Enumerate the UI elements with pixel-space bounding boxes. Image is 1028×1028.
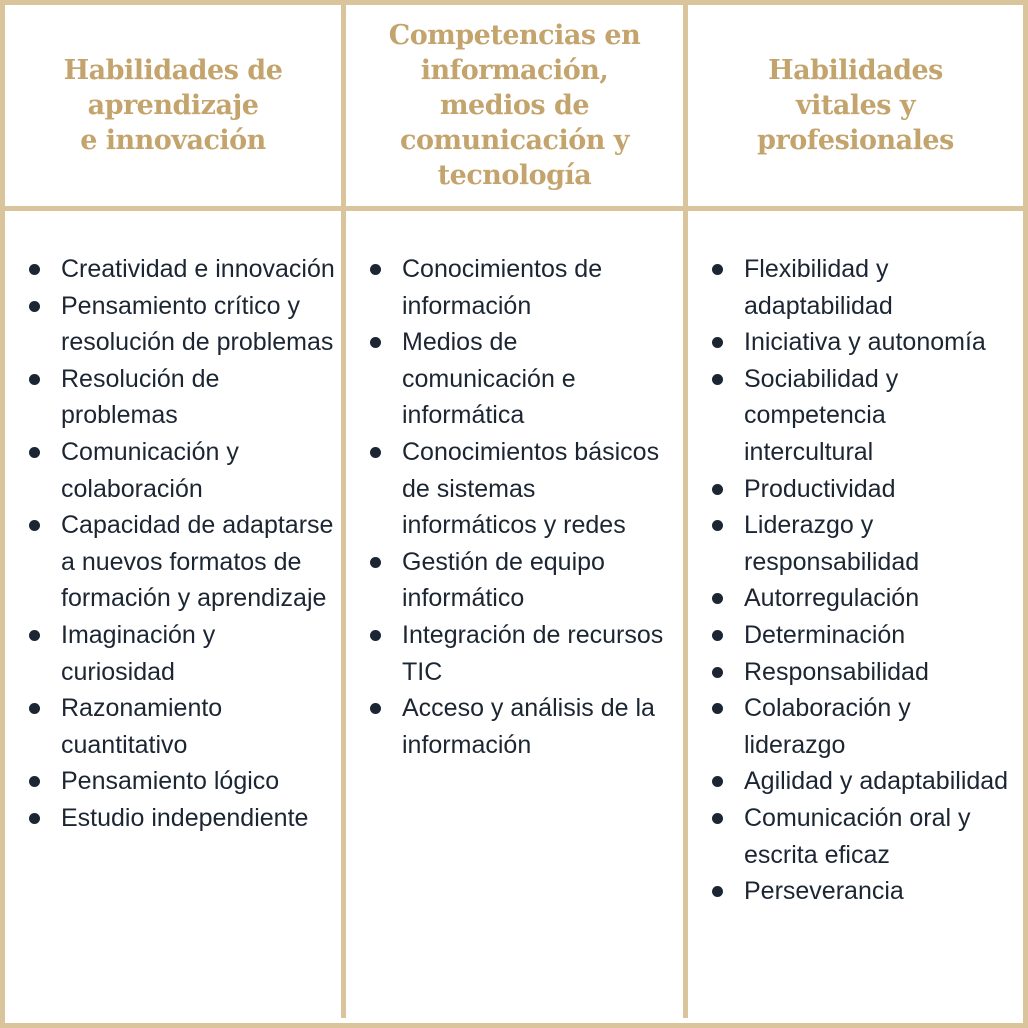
list-item: Sociabilidad y competencia intercultural (708, 361, 1023, 471)
column-header-life-skills (688, 5, 1023, 211)
column-header-life-skills-title (757, 53, 954, 158)
list-item: Acceso y análisis de la información (366, 690, 683, 763)
header-line: tecnología (437, 160, 592, 191)
list-item: Comunicación oral y escrita eficaz (708, 800, 1023, 873)
header-line: profesionales (757, 125, 954, 156)
header-line: Habilidades de (63, 55, 283, 86)
list-item: Creatividad e innovación (25, 251, 341, 288)
list-item: Conocimientos de información (366, 251, 683, 324)
header-line: información, (420, 55, 609, 86)
list-item: Flexibilidad y adaptabilidad (708, 251, 1023, 324)
header-line: vitales y (795, 90, 916, 121)
header-line: aprendizaje (87, 90, 259, 121)
list-item: Razonamiento cuantitativo (25, 690, 341, 763)
header-line: e innovación (80, 125, 266, 156)
header-line: Habilidades (768, 55, 943, 86)
column-body-life-skills (688, 211, 1023, 1018)
column-header-information-title (389, 18, 641, 193)
list-item: Comunicación y colaboración (25, 434, 341, 507)
list-item: Pensamiento lógico (25, 763, 341, 800)
list-item: Conocimientos básicos de sistemas informáticos y redes (366, 434, 683, 544)
information-skills-list (346, 251, 683, 763)
list-item: Gestión de equipo informático (366, 544, 683, 617)
header-line: medios de (439, 90, 590, 121)
header-line: comunicación y (400, 125, 629, 156)
list-item: Imaginación y curiosidad (25, 617, 341, 690)
list-item: Autorregulación (708, 580, 1023, 617)
header-line: Competencias en (388, 20, 641, 51)
list-item: Iniciativa y autonomía (708, 324, 1023, 361)
list-item: Medios de comunicación e informática (366, 324, 683, 434)
list-item: Integración de recursos TIC (366, 617, 683, 690)
list-item: Determinación (708, 617, 1023, 654)
list-item: Productividad (708, 471, 1023, 508)
list-item: Colaboración y liderazgo (708, 690, 1023, 763)
life-skills-list (688, 251, 1023, 910)
column-body-information (346, 211, 688, 1018)
column-header-learning (5, 5, 346, 211)
list-item: Perseverancia (708, 873, 1023, 910)
list-item: Estudio independiente (25, 800, 341, 837)
column-body-learning (5, 211, 346, 1018)
learning-skills-list (5, 251, 341, 837)
list-item: Responsabilidad (708, 654, 1023, 691)
column-header-learning-title (64, 53, 283, 158)
column-header-information (346, 5, 688, 211)
list-item: Liderazgo y responsabilidad (708, 507, 1023, 580)
list-item: Pensamiento crítico y resolución de problemas (25, 288, 341, 361)
list-item: Capacidad de adaptarse a nuevos formatos de formación y aprendizaje (25, 507, 341, 617)
list-item: Resolución de problemas (25, 361, 341, 434)
list-item: Agilidad y adaptabilidad (708, 763, 1023, 800)
